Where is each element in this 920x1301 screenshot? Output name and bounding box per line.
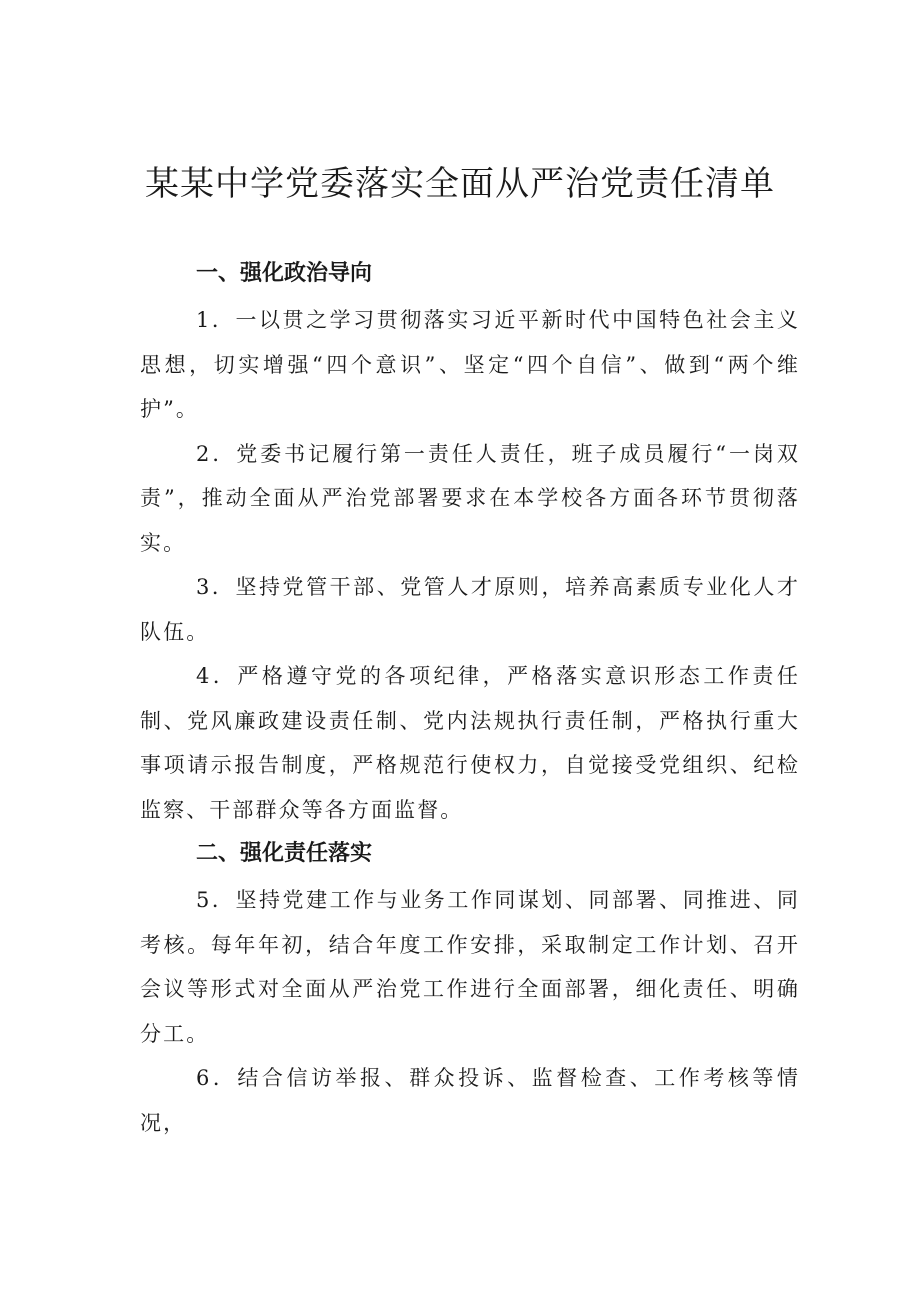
list-item: 6．结合信访举报、群众投诉、监督检查、工作考核等情况， xyxy=(140,1066,800,1135)
page-title: 某某中学党委落实全面从严治党责任清单 xyxy=(145,164,775,204)
section-responsibility-implementation xyxy=(140,832,800,1145)
list-item: 4．严格遵守党的各项纪律，严格落实意识形态工作责任制、党风廉政建设责任制、党内法规执行责任制，严格执行重大事项请示报告制度，严格规范行使权力，自觉接受党组织、纪检监察、干部群众等各方面监督。 xyxy=(140,664,800,822)
list-item: 1．一以贯之学习贯彻落实习近平新时代中国特色社会主义思想，切实增强“四个意识”、坚定“四个自信”、做到“两个维护”。 xyxy=(140,308,800,421)
section-heading: 一、强化政治导向 xyxy=(196,261,373,286)
list-item: 3．坚持党管干部、党管人才原则，培养高素质专业化人才队伍。 xyxy=(140,575,800,644)
list-item: 2．党委书记履行第一责任人责任，班子成员履行“一岗双责”，推动全面从严治党部署要求在本学校各方面各环节贯彻落实。 xyxy=(140,441,800,555)
list-item: 5．坚持党建工作与业务工作同谋划、同部署、同推进、同考核。每年年初，结合年度工作安排，采取制定工作计划、召开会议等形式对全面从严治党工作进行全面部署，细化责任、明确分工。 xyxy=(140,888,800,1046)
document-body xyxy=(140,252,800,1145)
section-political-orientation xyxy=(140,252,800,832)
section-heading: 二、强化责任落实 xyxy=(196,841,373,866)
